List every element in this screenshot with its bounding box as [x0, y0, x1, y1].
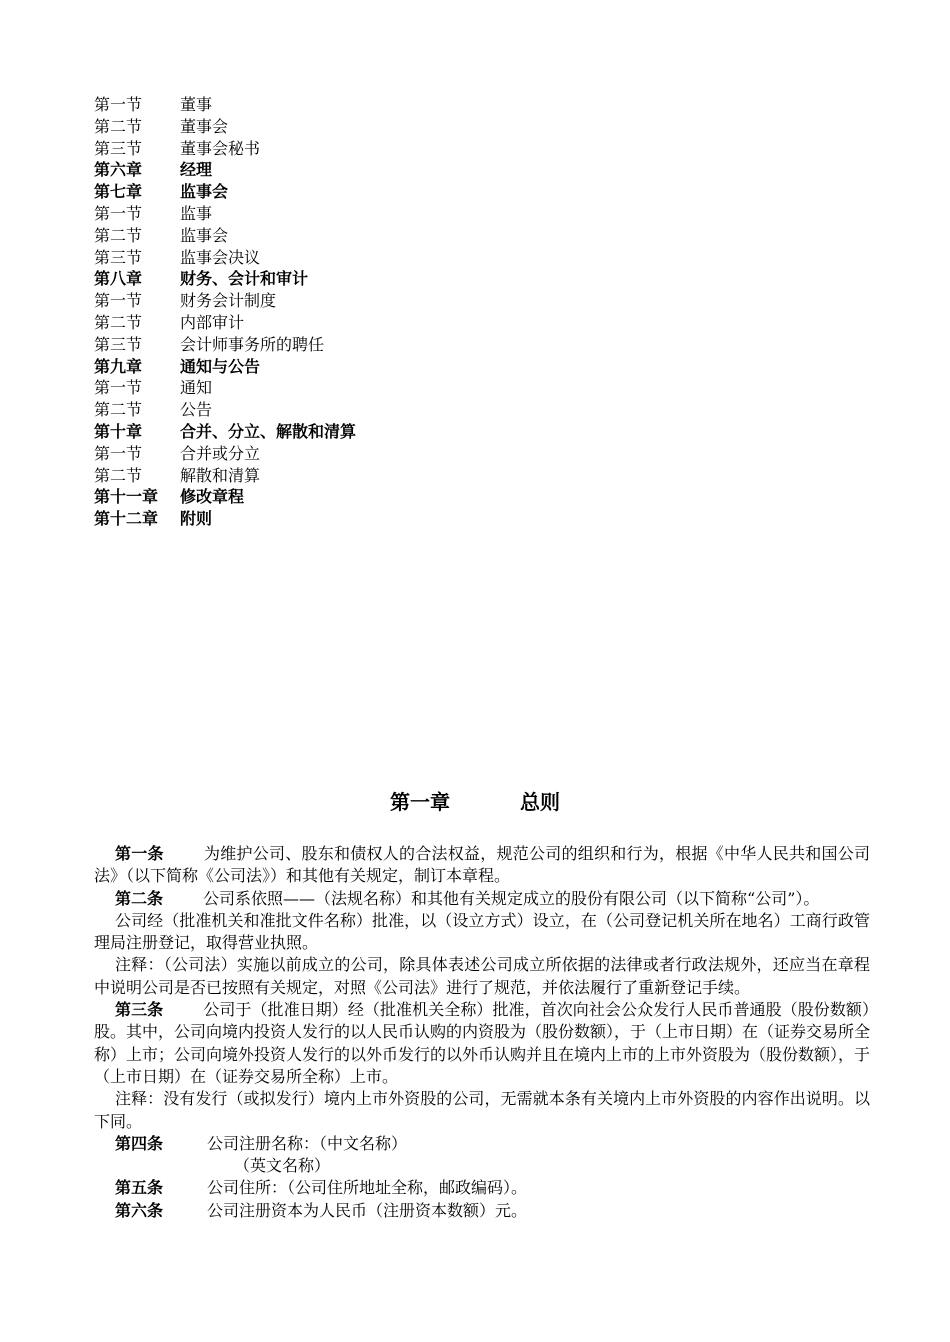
article-text: 为维护公司、股东和债权人的合法权益，规范公司的组织和行为，根据《中华人民共和国公司法》（以下简称《公司法》）和其他有关规定，制订本章程。 [94, 844, 870, 886]
toc-number: 第二节 [94, 465, 143, 485]
toc-chapter-entry [94, 159, 356, 181]
article-2-note: 注释：（公司法）实施以前成立的公司，除具体表述公司成立所依据的法律或者行政法规外，还应当在章程中说明公司是否已按照有关规定，对照《公司法》进行了规范，并依法履行了重新登记手续。 [94, 955, 870, 997]
toc-number: 第十一章 [94, 487, 159, 507]
chapter-number: 第一章 [390, 790, 450, 814]
chapter-body [94, 843, 870, 1222]
article-3-note: 注释：没有发行（或拟发行）境内上市外资股的公司，无需就本条有关境内上市外资股的内容作出说明。以下同。 [94, 1089, 870, 1131]
toc-title: 监事会 [180, 182, 229, 202]
toc-chapter-entry [94, 356, 356, 378]
toc-section-entry [94, 443, 356, 465]
toc-number: 第一节 [94, 443, 143, 463]
toc-number: 第三节 [94, 138, 143, 158]
toc-section-entry [94, 290, 356, 312]
toc-title: 监事会决议 [180, 247, 261, 267]
toc-title: 会计师事务所的聘任 [180, 334, 325, 354]
toc-title: 监事 [180, 203, 213, 223]
toc-title: 财务会计制度 [180, 291, 277, 311]
article-label: 第二条 [115, 888, 164, 908]
article-text: 公司于（批准日期）经（批准机关全称）批准，首次向社会公众发行人民币普通股（股份数额）股。其中，公司向境内投资人发行的以人民币认购的内资股为（股份数额），于（上市日期）在（证券交易所全称）上市；公司向境外投资人发行的以外币发行的以外币认购并且在境内上市的上市外资股为（股份数额），于（上市日期）在（证券交易所全称）上市。 [94, 1000, 871, 1086]
article-label: 第三条 [115, 1000, 164, 1020]
toc-section-entry [94, 377, 356, 399]
toc-number: 第二节 [94, 225, 143, 245]
toc-title: 内部审计 [180, 312, 245, 332]
toc-title: 公告 [180, 400, 213, 420]
toc-chapter-entry [94, 508, 356, 530]
article-label: 第六条 [115, 1200, 164, 1220]
toc-title: 董事 [180, 95, 213, 114]
article-2-paragraph: 公司经（批准机关和准批文件名称）批准，以（设立方式）设立，在（公司登记机关所在地名）工商行政管理局注册登记，取得营业执照。 [94, 910, 870, 953]
toc-chapter-entry [94, 421, 356, 443]
toc-number: 第十章 [94, 421, 143, 441]
toc-title: 修改章程 [180, 487, 245, 507]
toc-number: 第一节 [94, 95, 143, 114]
article-label: 第五条 [115, 1178, 164, 1198]
article-5 [94, 1177, 870, 1199]
toc-number: 第一节 [94, 291, 143, 311]
toc-section-entry [94, 225, 356, 247]
toc-title: 通知 [180, 378, 213, 398]
toc-number: 第三节 [94, 247, 143, 267]
chapter-title: 总则 [520, 790, 560, 814]
toc-chapter-entry [94, 268, 356, 290]
toc-section-entry [94, 312, 356, 334]
toc-number: 第三节 [94, 334, 143, 354]
toc-number: 第一节 [94, 378, 143, 398]
toc-number: 第二节 [94, 312, 143, 332]
toc-title: 通知与公告 [180, 356, 261, 376]
toc-chapter-entry [94, 486, 356, 508]
toc-title: 解散和清算 [180, 465, 261, 485]
toc-section-entry [94, 334, 356, 356]
article-text: 公司住所：（公司住所地址全称，邮政编码）。 [207, 1178, 528, 1198]
toc-number: 第六章 [94, 160, 143, 180]
toc-section-entry [94, 116, 356, 138]
article-1 [94, 843, 870, 888]
article-4-english-name: （英文名称） [234, 1156, 331, 1176]
article-text: 公司注册资本为人民币（注册资本数额）元。 [207, 1200, 528, 1220]
toc-title: 董事会 [180, 116, 229, 136]
toc-section-entry [94, 399, 356, 421]
toc-title: 监事会 [180, 225, 229, 245]
toc-number: 第九章 [94, 356, 143, 376]
article-label: 第一条 [115, 844, 164, 863]
toc-number: 第一节 [94, 203, 143, 223]
toc-number: 第八章 [94, 269, 143, 289]
toc-section-entry [94, 138, 356, 160]
toc-title: 财务、会计和审计 [180, 269, 309, 289]
toc-section-entry [94, 94, 356, 116]
toc-number: 第七章 [94, 182, 143, 202]
toc-section-entry [94, 203, 356, 225]
toc-title: 附则 [180, 509, 213, 529]
article-4 [94, 1133, 870, 1155]
article-3 [94, 999, 870, 1088]
toc-section-entry [94, 247, 356, 269]
toc-number: 第二节 [94, 116, 143, 136]
toc-number: 第二节 [94, 400, 143, 420]
article-text: 公司注册名称：（中文名称） [207, 1133, 408, 1153]
toc-section-entry [94, 465, 356, 487]
toc-title: 合并或分立 [180, 443, 261, 463]
toc-title: 合并、分立、解散和清算 [180, 421, 357, 441]
toc-title: 经理 [180, 160, 213, 180]
toc-title: 董事会秘书 [180, 138, 261, 158]
table-of-contents [94, 94, 356, 530]
article-text: 公司系依照——（法规名称）和其他有关规定成立的股份有限公司（以下简称“公司”）。 [203, 888, 820, 908]
toc-number: 第十二章 [94, 509, 159, 529]
article-2 [94, 888, 870, 910]
article-6 [94, 1200, 870, 1222]
chapter-heading [0, 786, 950, 815]
article-label: 第四条 [115, 1133, 164, 1153]
toc-chapter-entry [94, 181, 356, 203]
